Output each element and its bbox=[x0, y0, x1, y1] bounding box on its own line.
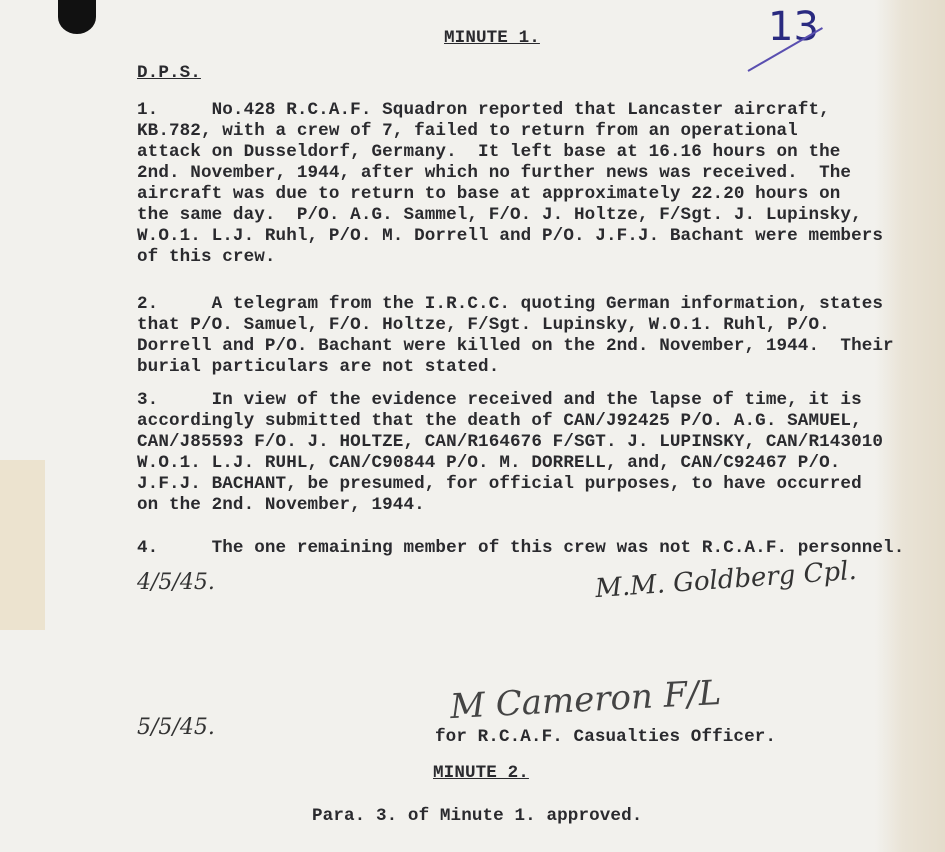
paper-edge bbox=[875, 0, 945, 852]
handwritten-date-2: 5/5/45. bbox=[137, 715, 215, 740]
line: the same day. P/O. A.G. Sammel, F/O. J. Holtze, F/Sgt. J. Lupinsky, bbox=[137, 205, 862, 225]
line: W.O.1. L.J. RUHL, CAN/C90844 P/O. M. DORRELL, and, CAN/C92467 P/O. bbox=[137, 453, 841, 473]
minute2-title: MINUTE 2. bbox=[433, 763, 529, 783]
line: aircraft was due to return to base at approximately 22.20 hours on bbox=[137, 184, 841, 204]
line: KB.782, with a crew of 7, failed to return from an operational bbox=[137, 121, 798, 141]
line: on the 2nd. November, 1944. bbox=[137, 495, 425, 515]
paper-stain bbox=[0, 460, 45, 630]
line: burial particulars are not stated. bbox=[137, 357, 500, 377]
page-number: 13 bbox=[768, 4, 819, 50]
line: of this crew. bbox=[137, 247, 276, 267]
signoff: for R.C.A.F. Casualties Officer. bbox=[435, 727, 777, 747]
addressee: D.P.S. bbox=[137, 63, 201, 83]
minute1-title: MINUTE 1. bbox=[444, 28, 540, 48]
line: 3. In view of the evidence received and the lapse of time, it is bbox=[137, 390, 862, 410]
signature-goldberg: M.M. Goldberg Cpl. bbox=[594, 555, 858, 605]
paragraph-4: 4. The one remaining member of this crew was not R.C.A.F. personnel. bbox=[137, 538, 905, 558]
line: W.O.1. L.J. Ruhl, P/O. M. Dorrell and P/O. J.F.J. Bachant were members bbox=[137, 226, 884, 246]
line: J.F.J. BACHANT, be presumed, for official purposes, to have occurred bbox=[137, 474, 862, 494]
line: 2nd. November, 1944, after which no further news was received. The bbox=[137, 163, 852, 183]
line: 1. No.428 R.C.A.F. Squadron reported that Lancaster aircraft, bbox=[137, 100, 830, 120]
line: attack on Dusseldorf, Germany. It left base at 16.16 hours on the bbox=[137, 142, 841, 162]
line: accordingly submitted that the death of CAN/J92425 P/O. A.G. SAMUEL, bbox=[137, 411, 862, 431]
line: CAN/J85593 F/O. J. HOLTZE, CAN/R164676 F/SGT. J. LUPINSKY, CAN/R143010 bbox=[137, 432, 884, 452]
line: 2. A telegram from the I.R.C.C. quoting German information, states bbox=[137, 294, 884, 314]
line: Dorrell and P/O. Bachant were killed on the 2nd. November, 1944. Their bbox=[137, 336, 894, 356]
signature-cameron: M Cameron F/L bbox=[449, 672, 723, 728]
minute2-text: Para. 3. of Minute 1. approved. bbox=[312, 806, 643, 826]
hole-punch-mark bbox=[58, 0, 96, 34]
handwritten-date-1: 4/5/45. bbox=[137, 570, 215, 595]
line: that P/O. Samuel, F/O. Holtze, F/Sgt. Lupinsky, W.O.1. Ruhl, P/O. bbox=[137, 315, 830, 335]
